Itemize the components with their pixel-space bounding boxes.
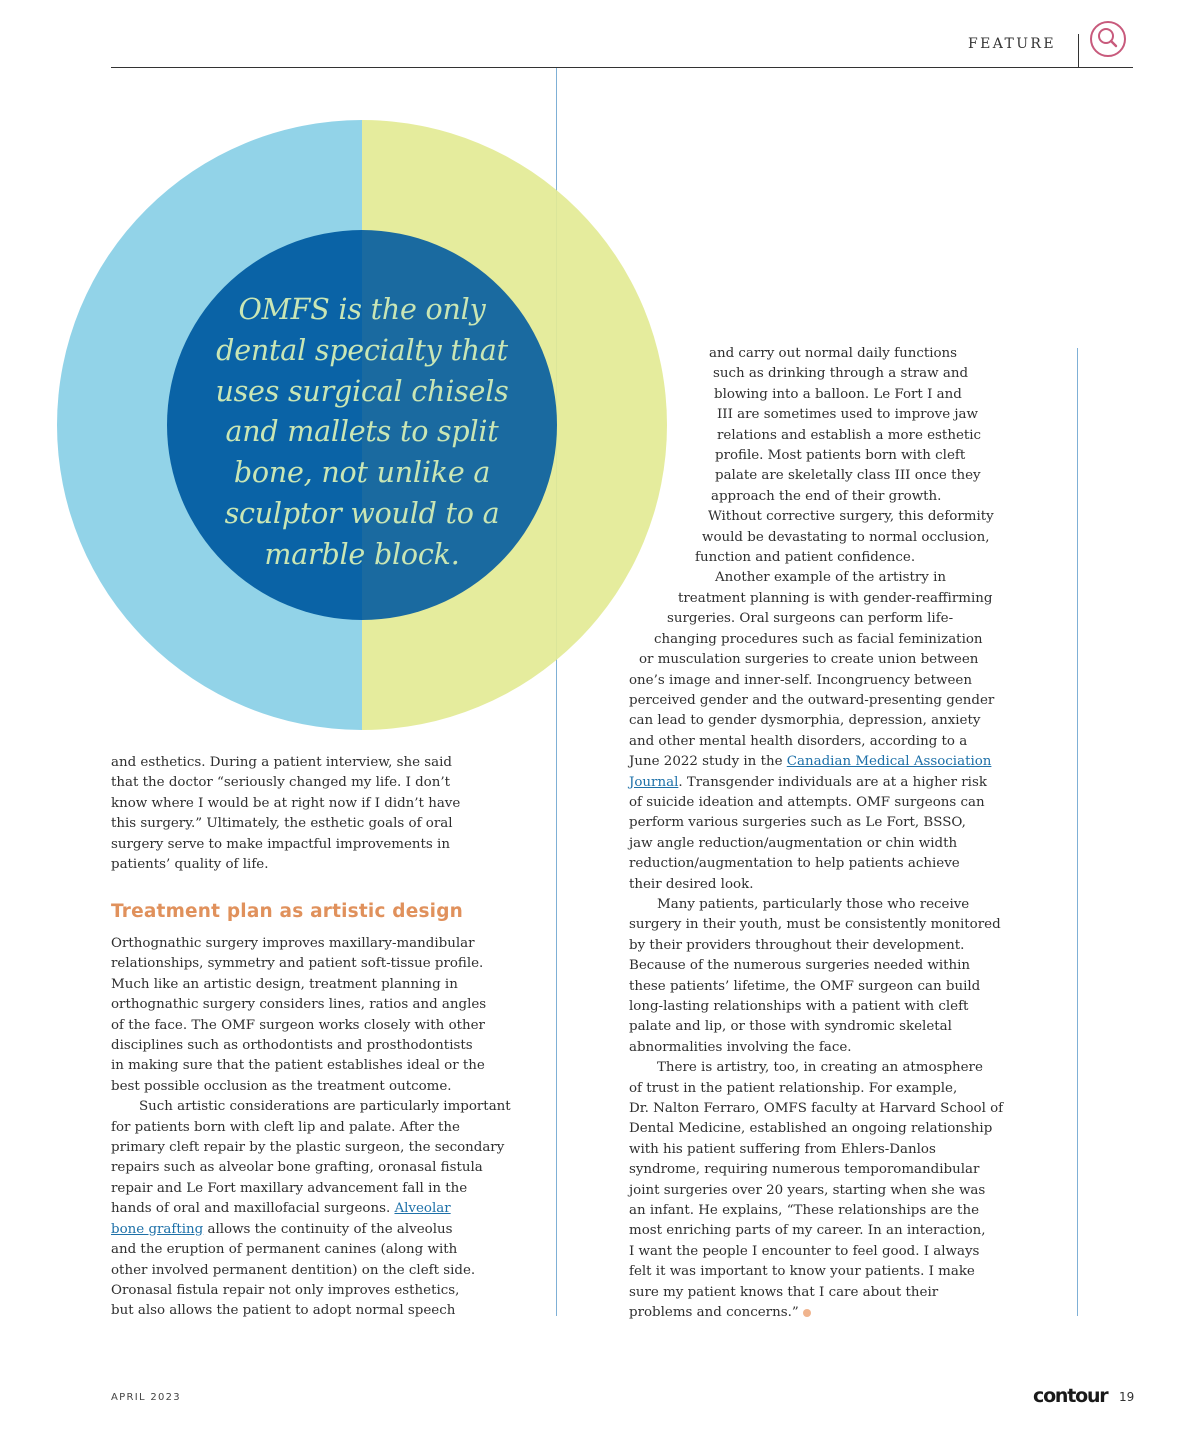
text-line: can lead to gender dysmorphia, depression, anxiety — [629, 713, 981, 729]
text-line: surgery serve to make impactful improvements in — [111, 836, 450, 852]
text-line: patients’ quality of life. — [111, 857, 269, 873]
text-line: know where I would be at right now if I didn’t have — [111, 795, 461, 811]
text-line: surgeries. Oral surgeons can perform life- — [667, 611, 954, 627]
text-line: sure my patient knows that I care about their — [629, 1284, 939, 1300]
text-line: Dr. Nalton Ferraro, OMFS faculty at Harvard School of — [629, 1101, 1004, 1117]
text-line: I want the people I encounter to feel good. I always — [629, 1243, 980, 1259]
text-line: relations and establish a more esthetic — [717, 427, 982, 443]
pull-quote-line: marble block. — [264, 537, 460, 571]
text-line: one’s image and inner-self. Incongruency between — [629, 672, 972, 688]
text-line: long-lasting relationships with a patient with cleft — [629, 999, 969, 1014]
text-line: disciplines such as orthodontists and prosthodontists — [111, 1038, 473, 1054]
text-line: these patients’ lifetime, the OMF surgeon can build — [629, 978, 981, 994]
text-line: or musculation surgeries to create union between — [639, 652, 979, 668]
cmaj-link[interactable]: Canadian Medical Association — [786, 754, 992, 770]
text-line: joint surgeries over 20 years, starting when she was — [629, 1182, 986, 1198]
text-line: Much like an artistic design, treatment planning in — [111, 976, 458, 992]
text-line: most enriching parts of my career. In an interaction, — [629, 1223, 986, 1239]
text-line: There is artistry, too, in creating an atmosphere — [657, 1060, 983, 1076]
text-line: palate are skeletally class III once they — [715, 468, 981, 484]
text-line: III are sometimes used to improve jaw — [717, 407, 978, 423]
text-line: of suicide ideation and attempts. OMF surgeons can — [629, 794, 985, 810]
text-line: repair and Le Fort maxillary advancement fall in the — [111, 1180, 468, 1196]
text-line: Oronasal fistula repair not only improves esthetics, — [111, 1282, 460, 1298]
text-line — [629, 773, 989, 793]
text-line: Another example of the artistry in — [715, 570, 947, 586]
text-line: by their providers throughout their development. — [629, 937, 965, 953]
text-line: perceived gender and the outward-presenting gender — [629, 692, 995, 708]
section-heading: Treatment plan as artistic design — [111, 901, 464, 922]
text-line: their desired look. — [629, 876, 754, 892]
pull-quote-line: bone, not unlike a — [233, 456, 491, 490]
text-line: syndrome, requiring numerous temporomandibular — [629, 1162, 980, 1178]
search-icon — [1092, 23, 1124, 55]
text-line: would be devastating to normal occlusion, — [702, 529, 990, 545]
text-line: an infant. He explains, “These relationships are the — [629, 1203, 979, 1219]
alveolar-bone-grafting-link[interactable]: Alveolar — [394, 1201, 451, 1217]
text-line: Dental Medicine, established an ongoing relationship — [629, 1121, 993, 1137]
text-span: June 2022 study in the — [629, 754, 787, 770]
cmaj-link[interactable]: Journal — [629, 774, 679, 790]
text-line: blowing into a balloon. Le Fort I and — [714, 386, 962, 402]
right-column — [629, 344, 1004, 1324]
pull-quote-line: sculptor would to a — [224, 496, 500, 530]
alveolar-bone-grafting-link[interactable]: bone grafting — [111, 1221, 204, 1237]
text-line: of trust in the patient relationship. For example, — [629, 1080, 958, 1096]
section-label: FEATURE — [968, 36, 1056, 52]
header-divider — [1078, 34, 1079, 67]
pull-quote — [200, 290, 524, 576]
header-rule — [111, 67, 1133, 68]
text-line: Because of the numerous surgeries needed within — [629, 958, 971, 974]
text-line: this surgery.” Ultimately, the esthetic goals of oral — [111, 816, 453, 832]
text-line: palate and lip, or those with syndromic skeletal — [629, 1019, 952, 1035]
text-line: and the eruption of permanent canines (along with — [111, 1242, 458, 1258]
text-line: and carry out normal daily functions — [709, 346, 958, 361]
text-line: abnormalities involving the face. — [629, 1039, 852, 1055]
pull-quote-line: dental specialty that — [216, 333, 508, 367]
text-line: with his patient suffering from Ehlers-Danlos — [629, 1141, 936, 1157]
text-line: felt it was important to know your patients. I make — [629, 1264, 975, 1280]
text-line: perform various surgeries such as Le Fort, BSSO, — [629, 815, 966, 831]
text-line: such as drinking through a straw and — [713, 366, 969, 382]
text-line: function and patient confidence. — [695, 550, 916, 566]
brand-logo: contour — [1033, 1385, 1108, 1407]
text-line: Without corrective surgery, this deformity — [708, 509, 994, 525]
text-line: approach the end of their growth. — [711, 488, 942, 504]
text-line: and other mental health disorders, according to a — [629, 733, 968, 749]
end-mark-icon — [803, 1309, 811, 1317]
right-margin-rule — [1077, 348, 1078, 1316]
text-line: in making sure that the patient establishes ideal or the — [111, 1058, 485, 1074]
text-line: changing procedures such as facial feminization — [654, 631, 983, 647]
text-span: problems and concerns.” — [629, 1305, 799, 1321]
text-line: Such artistic considerations are particularly important — [139, 1099, 511, 1115]
text-line — [111, 1220, 491, 1240]
text-line: relationships, symmetry and patient soft-tissue profile. — [111, 956, 484, 972]
text-line: for patients born with cleft lip and palate. After the — [111, 1119, 460, 1135]
text-line: but also allows the patient to adopt normal speech — [111, 1303, 456, 1319]
text-line — [629, 752, 992, 772]
text-line: treatment planning is with gender-reaffirming — [678, 590, 993, 606]
text-span: allows the continuity of the alveolus — [203, 1221, 453, 1237]
text-span: hands of oral and maxillofacial surgeons. — [111, 1201, 395, 1217]
text-line: and esthetics. During a patient interview, she said — [111, 755, 453, 770]
text-line: surgery in their youth, must be consistently monitored — [629, 917, 1001, 933]
pull-quote-line: uses surgical chisels — [215, 374, 509, 408]
text-line: Many patients, particularly those who receive — [657, 896, 970, 912]
text-line — [111, 1199, 491, 1219]
search-button[interactable] — [1090, 21, 1126, 57]
left-column — [111, 753, 491, 875]
text-line: that the doctor “seriously changed my life. I don’t — [111, 775, 451, 791]
pull-quote-line: OMFS is the only — [238, 293, 486, 326]
text-line: profile. Most patients born with cleft — [715, 448, 966, 464]
text-line: best possible occlusion as the treatment outcome. — [111, 1078, 452, 1094]
text-line: Orthognathic surgery improves maxillary-mandibular — [111, 936, 475, 951]
issue-date: APRIL 2023 — [111, 1392, 181, 1403]
text-line: reduction/augmentation to help patients achieve — [629, 856, 960, 872]
text-line: primary cleft repair by the plastic surgeon, the secondary — [111, 1140, 505, 1156]
text-line: orthognathic surgery considers lines, ratios and angles — [111, 997, 487, 1013]
text-line: of the face. The OMF surgeon works closely with other — [111, 1017, 485, 1033]
text-span: . Transgender individuals are at a higher risk — [678, 774, 987, 790]
text-line: repairs such as alveolar bone grafting, oronasal fistula — [111, 1160, 483, 1176]
page-number: 19 — [1119, 1390, 1135, 1404]
pull-quote-line: and mallets to split — [225, 415, 499, 449]
text-line — [629, 1303, 989, 1323]
text-line: other involved permanent dentition) on the cleft side. — [111, 1262, 476, 1278]
text-line: jaw angle reduction/augmentation or chin width — [629, 835, 958, 851]
left-column-body — [111, 934, 511, 1322]
